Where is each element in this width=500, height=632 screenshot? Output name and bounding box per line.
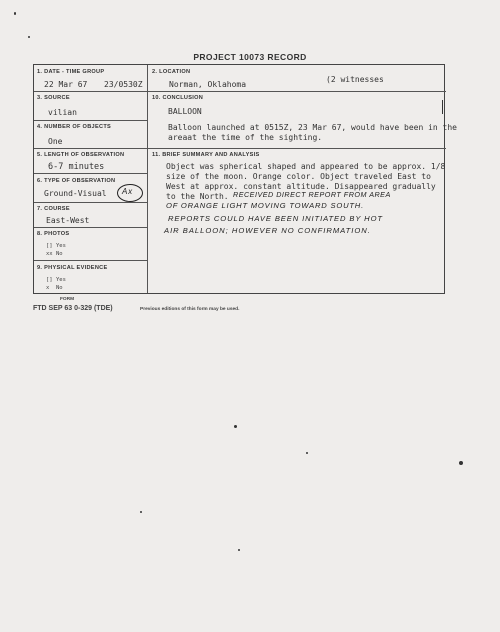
scan-speck xyxy=(14,12,16,15)
column-divider xyxy=(147,65,148,293)
scan-speck xyxy=(28,36,30,38)
row-divider xyxy=(34,91,147,92)
number-of-objects-value: One xyxy=(48,137,63,146)
row-divider xyxy=(34,260,147,261)
summary-typed-line4: to the North. xyxy=(166,192,229,201)
summary-typed-line2: size of the moon. Orange color. Object traveled East to xyxy=(166,172,431,181)
evidence-yes-mark: [] xyxy=(46,277,53,283)
photos-no: No xyxy=(56,251,63,257)
record-title: PROJECT 10073 RECORD xyxy=(193,52,307,62)
scan-speck xyxy=(306,452,308,454)
length-of-observation-label: 5. LENGTH OF OBSERVATION xyxy=(37,152,125,158)
record-form xyxy=(33,64,457,294)
row-divider xyxy=(34,202,147,203)
evidence-yes: Yes xyxy=(56,277,66,283)
scan-speck xyxy=(234,425,237,428)
row-divider xyxy=(34,120,147,121)
number-of-objects-label: 4. NUMBER OF OBJECTS xyxy=(37,124,112,130)
scan-speck xyxy=(459,461,463,465)
time-value: 23/0530Z xyxy=(104,80,143,89)
row-divider xyxy=(34,173,147,174)
source-label: 3. SOURCE xyxy=(37,95,70,101)
location-label: 2. LOCATION xyxy=(152,69,191,75)
length-of-observation-value: 6-7 minutes xyxy=(48,162,105,172)
summary-typed-line1: Object was spherical shaped and appeared to be approx. 1/8 xyxy=(166,162,446,171)
date-value: 22 Mar 67 xyxy=(44,80,88,89)
physical-evidence-label: 9. PHYSICAL EVIDENCE xyxy=(37,265,108,271)
row-divider xyxy=(34,227,147,228)
row-divider xyxy=(34,148,147,149)
conclusion-detail-line1: Balloon launched at 0515Z, 23 Mar 67, would have been in the xyxy=(168,123,457,132)
scan-speck xyxy=(238,549,240,551)
scan-speck xyxy=(140,511,142,513)
photos-label: 8. PHOTOS xyxy=(37,231,70,237)
conclusion-detail-line2: areaat the time of the sighting. xyxy=(168,133,323,142)
summary-handwritten-line1: RECEIVED DIRECT REPORT FROM AREA xyxy=(233,190,391,199)
form-footnote: Previous editions of this form may be used. xyxy=(140,307,240,312)
row-divider xyxy=(147,148,446,149)
evidence-no: No xyxy=(56,285,63,291)
witnesses-note: (2 witnesses xyxy=(326,75,384,84)
course-label: 7. COURSE xyxy=(37,206,70,212)
summary-typed-line3: West at approx. constant altitude. Disappeared gradually xyxy=(166,182,436,191)
evidence-no-mark: x xyxy=(46,285,50,291)
type-of-observation-label: 6. TYPE OF OBSERVATION xyxy=(37,178,116,184)
row-divider xyxy=(147,91,446,92)
scan-speck xyxy=(442,100,443,114)
course-value: East-West xyxy=(46,216,90,225)
summary-handwritten-line3: REPORTS COULD HAVE BEEN INITIATED BY HOT xyxy=(168,214,383,223)
type-of-observation-value: Ground-Visual xyxy=(44,189,107,198)
form-number: FTD SEP 63 0-329 (TDE) xyxy=(33,305,113,312)
source-value: vilian xyxy=(48,108,77,117)
photos-yes-box: [] xyxy=(46,243,53,249)
conclusion-label: 10. CONCLUSION xyxy=(152,95,204,101)
brief-summary-label: 11. BRIEF SUMMARY AND ANALYSIS xyxy=(152,152,260,158)
conclusion-value: BALLOON xyxy=(168,107,202,116)
location-value: Norman, Oklahoma xyxy=(169,80,247,89)
form-label: FORM xyxy=(60,297,75,302)
summary-handwritten-line2: OF ORANGE LIGHT MOVING TOWARD SOUTH. xyxy=(166,201,364,210)
photos-no-mark: xx xyxy=(46,251,53,257)
summary-handwritten-line4: AIR BALLOON; HOWEVER NO CONFIRMATION. xyxy=(164,226,371,235)
photos-yes: Yes xyxy=(56,243,66,249)
type-annotation: Ax xyxy=(122,187,133,196)
date-time-label: 1. DATE - TIME GROUP xyxy=(37,69,105,75)
